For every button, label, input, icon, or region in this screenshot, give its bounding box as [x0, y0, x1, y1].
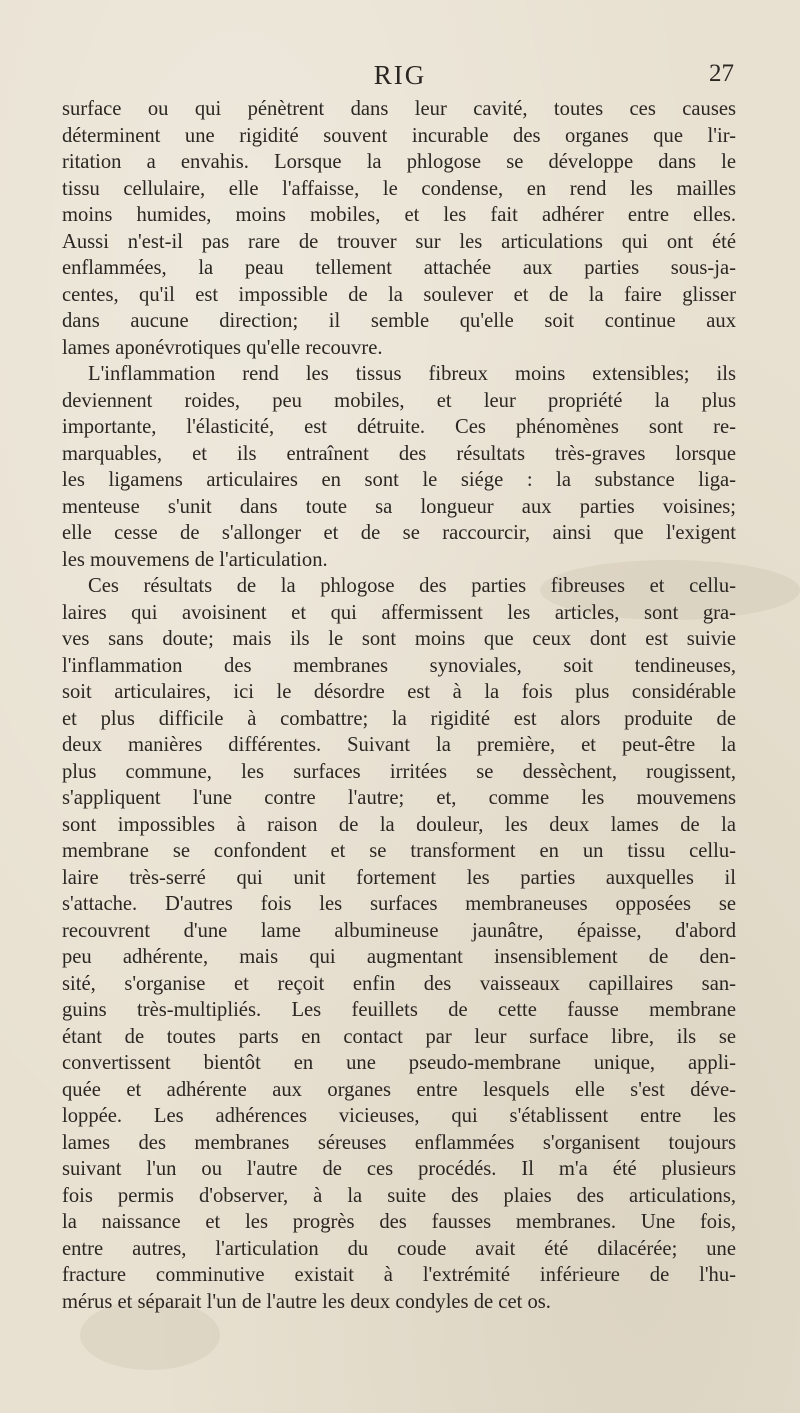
text-line: quée et adhérente aux organes entre lesquels elle s'est déve-	[62, 1078, 736, 1101]
text-line: L'inflammation rend les tissus fibreux moins extensibles; ils	[88, 363, 736, 385]
text-line: lames des membranes séreuses enflammées s'organisent toujours	[62, 1131, 736, 1154]
text-line: Ces résultats de la phlogose des parties fibreuses et cellu-	[88, 575, 736, 597]
paragraph	[62, 96, 736, 361]
text-line: recouvrent d'une lame albumineuse jaunâtre, épaisse, d'abord	[62, 919, 736, 942]
text-line: et plus difficile à combattre; la rigidité est alors produite de	[62, 707, 736, 730]
text-line: les ligamens articulaires en sont le siége : la substance liga-	[62, 469, 736, 491]
text-line: la naissance et les progrès des fausses membranes. Une fois,	[62, 1211, 736, 1233]
text-line: s'appliquent l'une contre l'autre; et, comme les mouvemens	[62, 787, 736, 809]
text-line: ves sans doute; mais ils le sont moins que ceux dont est suivie	[62, 628, 736, 650]
text-line: sité, s'organise et reçoit enfin des vaisseaux capillaires san-	[62, 972, 736, 995]
text-line: marquables, et ils entraînent des résultats très-graves lorsque	[62, 442, 736, 465]
text-line: déterminent une rigidité souvent incurable des organes que l'ir-	[62, 124, 736, 147]
text-line: tissu cellulaire, elle l'affaisse, le condense, en rend les mailles	[62, 177, 736, 200]
text-line: centes, qu'il est impossible de la soulever et de la faire glisser	[62, 283, 736, 306]
text-line: plus commune, les surfaces irritées se dessèchent, rougissent,	[62, 760, 736, 783]
text-line: guins très-multipliés. Les feuillets de cette fausse membrane	[62, 999, 736, 1021]
text-line: laire très-serré qui unit fortement les parties auxquelles il	[62, 866, 736, 889]
text-line: membrane se confondent et se transforment en un tissu cellu-	[62, 840, 736, 862]
text-line: étant de toutes parts en contact par leur surface libre, ils se	[62, 1025, 736, 1048]
text-line: menteuse s'unit dans toute sa longueur aux parties voisines;	[62, 495, 736, 518]
text-line: moins humides, moins mobiles, et les fait adhérer entre elles.	[62, 204, 736, 226]
paragraph	[62, 573, 736, 1315]
text-line: convertissent bientôt en une pseudo-membrane unique, appli-	[62, 1052, 736, 1074]
text-line: importante, l'élasticité, est détruite. Ces phénomènes sont re-	[62, 416, 736, 438]
text-line: suivant l'un ou l'autre de ces procédés. Il m'a été plusieurs	[62, 1158, 736, 1180]
text-line: ritation a envahis. Lorsque la phlogose se développe dans le	[62, 151, 736, 173]
text-line: lames aponévrotiques qu'elle recouvre.	[62, 336, 383, 359]
text-line: sont impossibles à raison de la douleur, les deux lames de la	[62, 813, 736, 836]
text-line: les mouvemens de l'articulation.	[62, 548, 328, 571]
page-number: 27	[709, 60, 734, 87]
running-head: RIG	[373, 60, 427, 90]
text-line: entre autres, l'articulation du coude avait été dilacérée; une	[62, 1237, 736, 1260]
text-line: enflammées, la peau tellement attachée aux parties sous-ja-	[62, 257, 736, 279]
page-header	[62, 60, 738, 94]
text-line: dans aucune direction; il semble qu'elle soit continue aux	[62, 310, 736, 332]
text-line: deux manières différentes. Suivant la première, et peut-être la	[62, 734, 736, 756]
text-line: peu adhérente, mais qui augmentant insensiblement de den-	[62, 946, 736, 968]
text-line: elle cesse de s'allonger et de se raccourcir, ainsi que l'exigent	[62, 522, 736, 544]
paragraph	[62, 361, 736, 573]
text-line: mérus et séparait l'un de l'autre les deux condyles de cet os.	[62, 1290, 551, 1313]
text-line: surface ou qui pénètrent dans leur cavité, toutes ces causes	[62, 98, 736, 120]
text-line: l'inflammation des membranes synoviales, soit tendineuses,	[62, 654, 736, 677]
text-line: loppée. Les adhérences vicieuses, qui s'établissent entre les	[62, 1105, 736, 1127]
text-line: fracture comminutive existait à l'extrémité inférieure de l'hu-	[62, 1264, 736, 1286]
text-line: s'attache. D'autres fois les surfaces membraneuses opposées se	[62, 893, 736, 915]
text-line: fois permis d'observer, à la suite des plaies des articulations,	[62, 1184, 736, 1207]
text-line: soit articulaires, ici le désordre est à la fois plus considérable	[62, 681, 736, 703]
text-line: laires qui avoisinent et qui affermissent les articles, sont gra-	[62, 601, 736, 624]
text-line: deviennent roides, peu mobiles, et leur propriété la plus	[62, 389, 736, 412]
body-text	[62, 96, 736, 1315]
text-line: Aussi n'est-il pas rare de trouver sur les articulations qui ont été	[62, 230, 736, 253]
